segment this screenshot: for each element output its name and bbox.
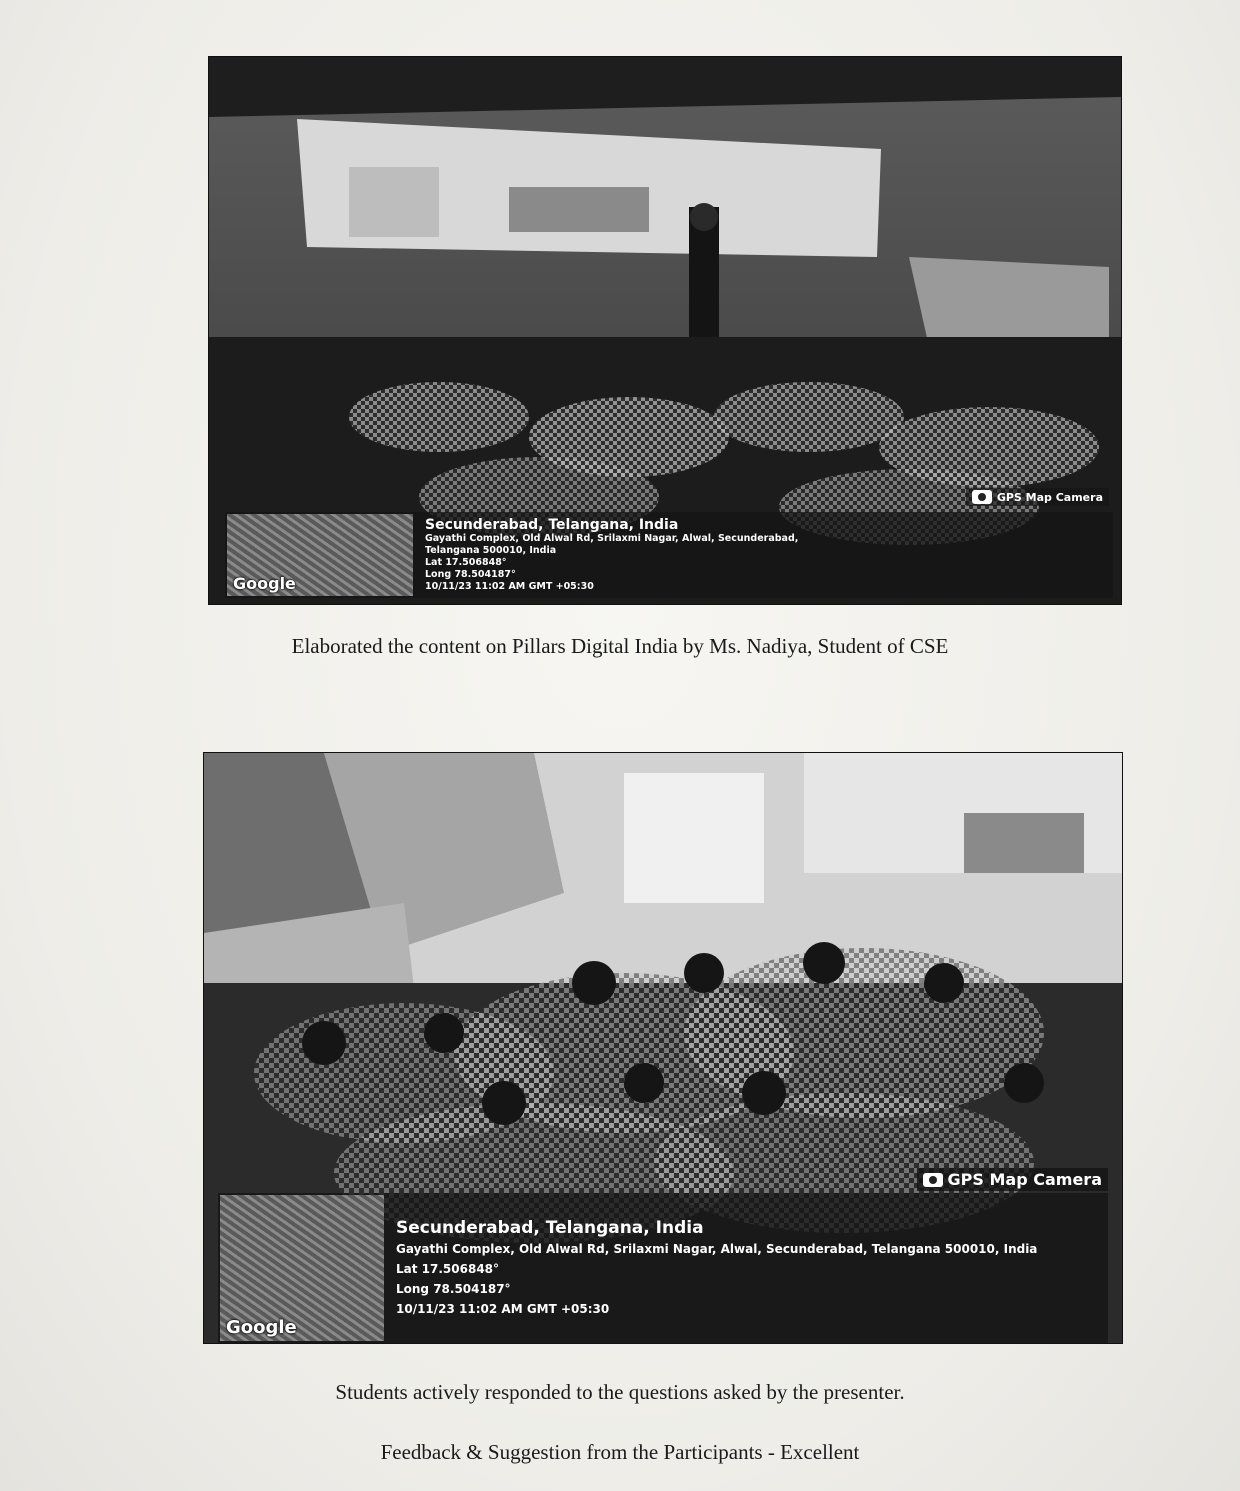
geotag-address-line1: Gayathi Complex, Old Alwal Rd, Srilaxmi Nagar, Alwal, Secunderabad, xyxy=(425,533,799,544)
google-logo: Google xyxy=(226,1317,297,1338)
gps-map-camera-badge xyxy=(966,488,1109,506)
map-thumbnail xyxy=(227,514,413,596)
geotag-text xyxy=(419,512,804,598)
event-photo-students xyxy=(203,752,1123,1344)
geotag-city: Secunderabad, Telangana, India xyxy=(396,1217,704,1238)
gps-badge-label: GPS Map Camera xyxy=(947,1170,1102,1189)
photo2-caption: Students actively responded to the questions asked by the presenter. xyxy=(335,1380,905,1404)
geotag-lat: Lat 17.506848° xyxy=(425,557,507,568)
gps-map-camera-badge xyxy=(917,1168,1108,1191)
geotag-text xyxy=(390,1193,1043,1343)
geotag-address-line2: Telangana 500010, India xyxy=(425,545,557,556)
geotag-overlay xyxy=(218,1193,1108,1343)
geotag-city: Secunderabad, Telangana, India xyxy=(425,517,679,533)
geotag-lat: Lat 17.506848° xyxy=(396,1261,500,1276)
geotag-datetime: 10/11/23 11:02 AM GMT +05:30 xyxy=(425,581,594,592)
geotag-overlay xyxy=(225,512,1113,598)
geotag-long: Long 78.504187° xyxy=(396,1281,511,1296)
camera-icon xyxy=(923,1173,943,1187)
photo1-caption: Elaborated the content on Pillars Digital India by Ms. Nadiya, Student of CSE xyxy=(291,634,949,658)
geotag-long: Long 78.504187° xyxy=(425,569,516,580)
event-photo-presentation xyxy=(208,56,1122,605)
google-logo: Google xyxy=(233,574,296,593)
map-thumbnail xyxy=(220,1195,384,1341)
gps-badge-label: GPS Map Camera xyxy=(996,490,1103,504)
geotag-address-line1: Gayathi Complex, Old Alwal Rd, Srilaxmi Nagar, Alwal, Secunderabad, Telangana 500010, India xyxy=(396,1241,1038,1256)
camera-icon xyxy=(972,490,992,504)
feedback-line: Feedback & Suggestion from the Participants - Excellent xyxy=(380,1440,860,1464)
geotag-datetime: 10/11/23 11:02 AM GMT +05:30 xyxy=(396,1301,610,1316)
